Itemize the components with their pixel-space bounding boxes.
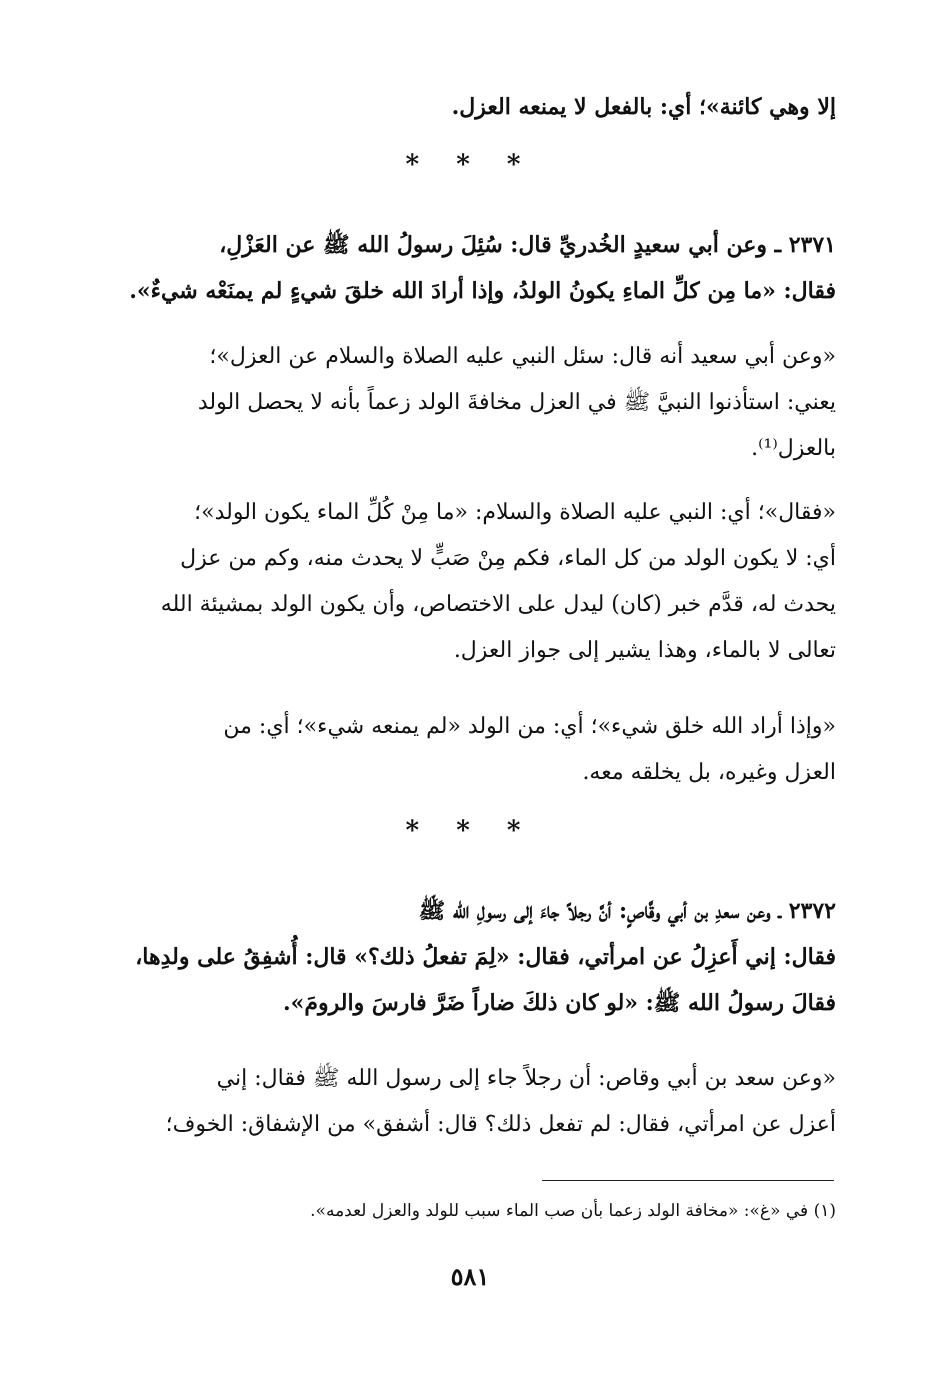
section-separator: * * * — [405, 816, 535, 846]
commentary-paragraph — [104, 490, 836, 674]
text-line: إلا وهي كائنة»؛ أي: بالفعل لا يمنعه العزل. — [451, 94, 836, 120]
text-line: يعني: استأذنوا النبيَّ ﷺ في العزل مخافةَ الولد زعماً بأنه لا يحصل الولد — [197, 390, 836, 415]
text-line: «وإذا أراد الله خلق شيء»؛ أي: من الولد «لم يمنعه شيء»؛ أي: من — [223, 714, 836, 739]
text-line: فقال: «ما مِن كلِّ الماءِ يكونُ الولدُ، وإذا أرادَ الله خلقَ شيءٍ لم يمنَعْه شيءٌ». — [129, 278, 836, 304]
text-line: يحدث له، قدَّم خبر (كان) ليدل على الاختصاص، وأن يكون الولد بمشيئة الله — [160, 592, 836, 617]
page-number: ٥٨١ — [450, 1262, 490, 1291]
text-line: «وعن أبي سعيد أنه قال: سئل النبي عليه الصلاة والسلام عن العزل»؛ — [209, 344, 836, 369]
text-line: أعزل عن امرأتي، فقال: لم تفعل ذلك؟ قال: أشفق» من الإشفاق: الخوف؛ — [165, 1112, 836, 1137]
text-line: فقالَ رسولُ الله ﷺ: «لو كان ذلكَ ضاراً ضَرَّ فارسَ والرومَ». — [283, 990, 836, 1016]
commentary-paragraph — [104, 1056, 836, 1148]
text-line: «فقال»؛ أي: النبي عليه الصلاة والسلام: «ما مِنْ كُلِّ الماء يكون الولد»؛ — [194, 500, 836, 525]
commentary-paragraph — [104, 704, 836, 796]
hadith-2371 — [104, 222, 836, 314]
text-line: فقال: إني أَعزِلُ عن امرأتي، فقال: «لِمَ تفعلُ ذلك؟» قال: أُشفِقُ على ولدِها، — [135, 944, 836, 970]
text-line: العزل وغيره، بل يخلقه معه. — [582, 760, 836, 785]
text-line: تعالى لا بالماء، وهذا يشير إلى جواز العزل. — [453, 638, 836, 663]
paragraph-intro — [104, 84, 836, 130]
text-line: أي: لا يكون الولد من كل الماء، فكم مِنْ صَبٍّ لا يحدث منه، وكم من عزل — [180, 546, 836, 571]
text-line: بالعزل⁽¹⁾. — [751, 436, 836, 461]
text-line: «وعن سعد بن أبي وقاص: أن رجلاً جاء إلى رسول الله ﷺ فقال: إني — [216, 1066, 836, 1091]
footnote: (١) في «غ»: «مخافة الولد زعما بأن صب الماء سبب للولد والعزل لعدمه». — [310, 1201, 836, 1221]
text-line: ٢٣٧٢ ـ وعن سعدِ بن أبي وقَّاصٍ: أنَّ رجلاً جاءَ إلى رسولِ الله ﷺ — [418, 898, 836, 924]
section-separator: * * * — [405, 150, 535, 180]
hadith-2372 — [104, 888, 836, 1026]
commentary-paragraph — [104, 334, 836, 472]
footnote-divider — [542, 1180, 834, 1181]
text-line: ٢٣٧١ ـ وعن أبي سعيدٍ الخُدريِّ قال: سُئِلَ رسولُ الله ﷺ عن العَزْلِ، — [219, 232, 836, 258]
